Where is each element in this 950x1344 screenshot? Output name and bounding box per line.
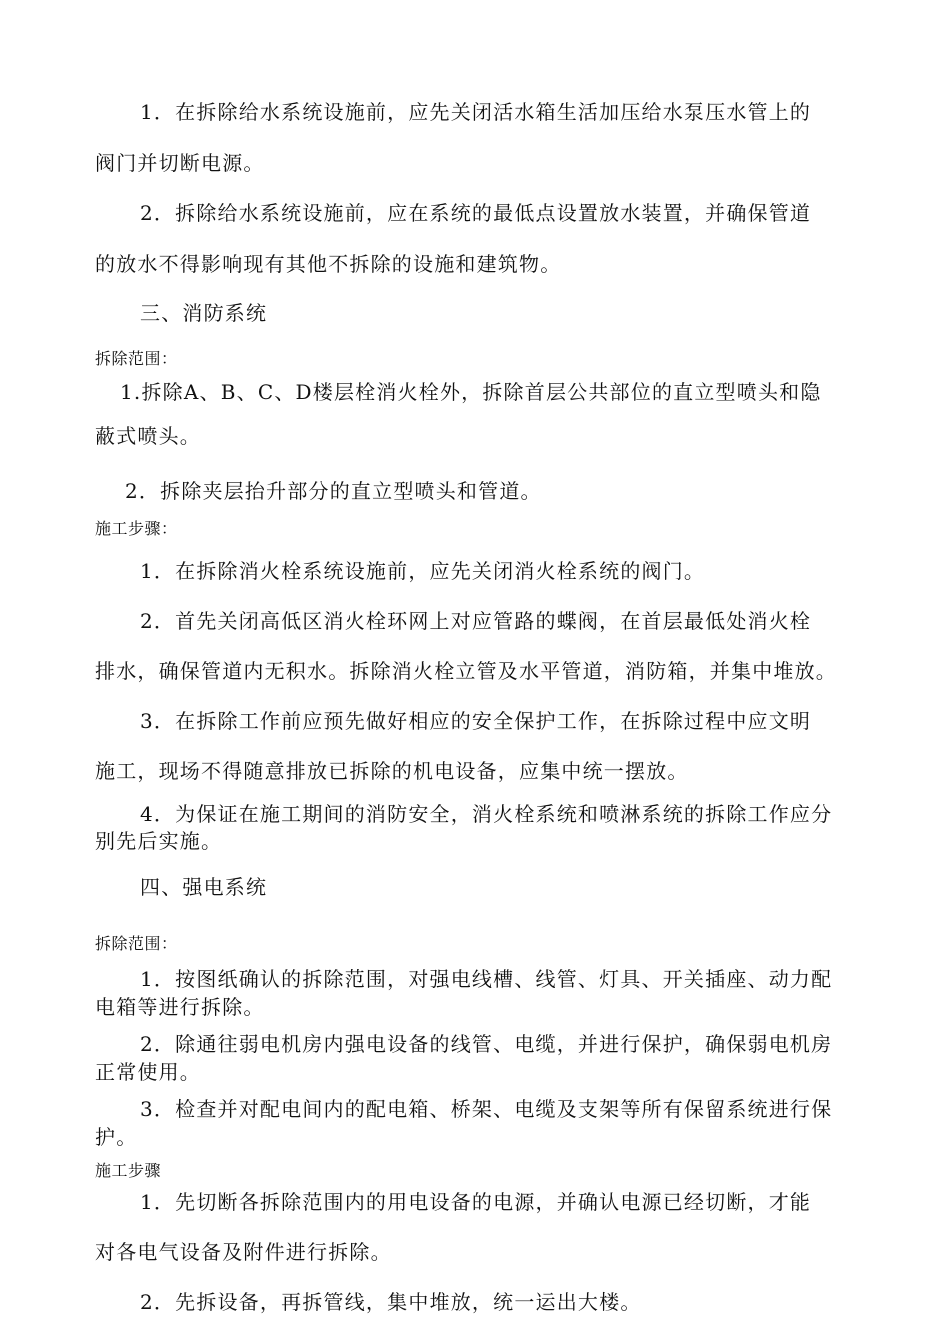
electric-scope-item-3-line-2: 护。 (95, 1125, 138, 1149)
water-para-2-line-1: 2．拆除给水系统设施前，应在系统的最低点设置放水装置，并确保管道 (140, 201, 812, 225)
fire-step-3-line-2: 施工，现场不得随意排放已拆除的机电设备，应集中统一摆放。 (95, 759, 689, 783)
electric-scope-item-1-line-2: 电箱等进行拆除。 (95, 995, 265, 1019)
fire-step-2-line-1: 2．首先关闭高低区消火栓环网上对应管路的蝶阀，在首层最低处消火栓 (140, 609, 812, 633)
electric-step-1-line-2: 对各电气设备及附件进行拆除。 (95, 1240, 392, 1264)
electric-scope-item-3-line-1: 3．检查并对配电间内的配电箱、桥架、电缆及支架等所有保留系统进行保 (140, 1097, 833, 1121)
fire-step-1: 1．在拆除消火栓系统设施前，应先关闭消火栓系统的阀门。 (140, 559, 706, 583)
fire-step-3-line-1: 3．在拆除工作前应预先做好相应的安全保护工作，在拆除过程中应文明 (140, 709, 812, 733)
electric-step-1-line-1: 1．先切断各拆除范围内的用电设备的电源，并确认电源已经切断，才能 (140, 1190, 812, 1214)
fire-step-2-line-2: 排水，确保管道内无积水。拆除消火栓立管及水平管道，消防箱，并集中堆放。 (95, 659, 837, 683)
fire-scope-item-1-line-2: 蔽式喷头。 (95, 424, 201, 448)
electric-scope-item-1-line-1: 1．按图纸确认的拆除范围，对强电线槽、线管、灯具、开关插座、动力配 (140, 967, 833, 991)
water-para-2-line-2: 的放水不得影响现有其他不拆除的设施和建筑物。 (95, 252, 562, 276)
fire-scope-label: 拆除范围： (95, 349, 178, 368)
electric-section-heading: 四、强电系统 (140, 875, 268, 899)
electric-scope-label: 拆除范围： (95, 934, 178, 953)
fire-step-4-line-1: 4．为保证在施工期间的消防安全，消火栓系统和喷淋系统的拆除工作应分 (140, 802, 833, 826)
fire-step-4-line-2: 别先后实施。 (95, 829, 223, 853)
electric-scope-item-2-line-1: 2．除通往弱电机房内强电设备的线管、电缆，并进行保护，确保弱电机房 (140, 1032, 833, 1056)
water-para-1-line-1: 1．在拆除给水系统设施前，应先关闭活水箱生活加压给水泵压水管上的 (140, 100, 812, 124)
fire-scope-item-1-line-1: 1.拆除A、B、C、D楼层栓消火栓外，拆除首层公共部位的直立型喷头和隐 (120, 380, 822, 404)
water-para-1-line-2: 阀门并切断电源。 (95, 151, 265, 175)
electric-scope-item-2-line-2: 正常使用。 (95, 1060, 201, 1084)
fire-steps-label: 施工步骤： (95, 519, 178, 538)
fire-scope-item-2: 2．拆除夹层抬升部分的直立型喷头和管道。 (125, 479, 542, 503)
electric-steps-label: 施工步骤 (95, 1161, 162, 1180)
fire-section-heading: 三、消防系统 (140, 301, 268, 325)
electric-step-2: 2．先拆设备，再拆管线，集中堆放，统一运出大楼。 (140, 1290, 642, 1314)
